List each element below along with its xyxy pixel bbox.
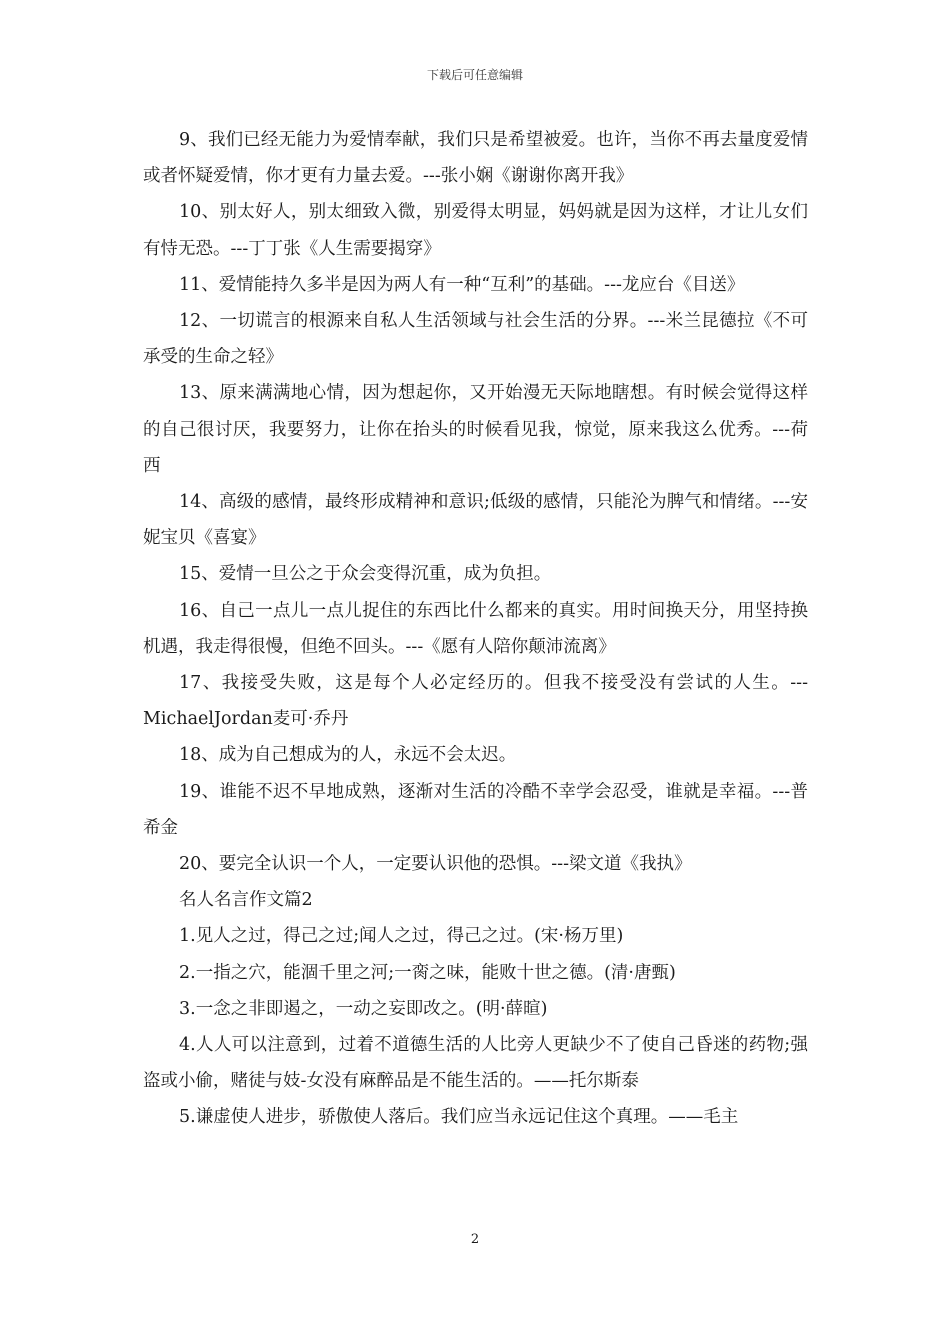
quote-paragraph: 5.谦虚使人进步，骄傲使人落后。我们应当永远记住这个真理。——毛主	[179, 1107, 739, 1128]
page-header: 下载后可任意编辑	[426, 68, 523, 82]
quote-paragraph: 2.一指之穴，能涸千里之河;一脔之味，能败十世之德。(清·唐甄)	[179, 962, 676, 983]
quote-paragraph: 1.见人之过，得己之过;闻人之过，得己之过。(宋·杨万里)	[179, 926, 624, 947]
quote-paragraph: 12、一切谎言的根源来自私人生活领域与社会生活的分界。---米兰昆德拉《不可承受的生命之轻》	[143, 311, 808, 368]
quote-paragraph: 3.一念之非即遏之，一动之妄即改之。(明·薛暄)	[179, 998, 548, 1019]
quote-paragraph: 13、原来满满地心情，因为想起你，又开始漫无天际地瞎想。有时候会觉得这样的自己很讨厌，我要努力，让你在抬头的时候看见我，惊觉，原来我这么优秀。---荷西	[143, 383, 808, 476]
quote-paragraph: 4.人人可以注意到，过着不道德生活的人比旁人更缺少不了使自己昏迷的药物;强盗或小偷，赌徒与妓-女没有麻醉品是不能生活的。——托尔斯泰	[143, 1035, 808, 1092]
page-number: 2	[470, 1232, 480, 1247]
quote-paragraph: 17、我接受失败，这是每个人必定经历的。但我不接受没有尝试的人生。---MichaelJordan麦可·乔丹	[143, 673, 808, 730]
quote-paragraph: 18、成为自己想成为的人，永远不会太迟。	[179, 745, 517, 766]
quote-paragraph: 19、谁能不迟不早地成熟，逐渐对生活的冷酷不幸学会忍受，谁就是幸福。---普希金	[143, 781, 808, 838]
quote-paragraph: 15、爱情一旦公之于众会变得沉重，成为负担。	[179, 564, 552, 585]
quote-paragraph: 9、我们已经无能力为爱情奉献，我们只是希望被爱。也许，当你不再去量度爱情或者怀疑爱情，你才更有力量去爱。---张小娴《谢谢你离开我》	[143, 130, 808, 187]
document-body	[143, 122, 808, 1136]
quote-paragraph: 14、高级的感情，最终形成精神和意识;低级的感情，只能沦为脾气和情绪。---安妮宝贝《喜宴》	[143, 492, 808, 549]
quote-paragraph: 11、爱情能持久多半是因为两人有一种“互利”的基础。---龙应台《目送》	[179, 274, 745, 295]
quote-paragraph: 20、要完全认识一个人，一定要认识他的恐惧。---梁文道《我执》	[179, 854, 692, 875]
quote-paragraph: 16、自己一点儿一点儿捉住的东西比什么都来的真实。用时间换天分，用坚持换机遇，我走得很慢，但绝不回头。---《愿有人陪你颠沛流离》	[143, 600, 808, 657]
quote-paragraph: 10、别太好人，别太细致入微，别爱得太明显，妈妈就是因为这样，才让儿女们有恃无恐。---丁丁张《人生需要揭穿》	[143, 202, 808, 259]
section-heading: 名人名言作文篇2	[179, 890, 313, 911]
